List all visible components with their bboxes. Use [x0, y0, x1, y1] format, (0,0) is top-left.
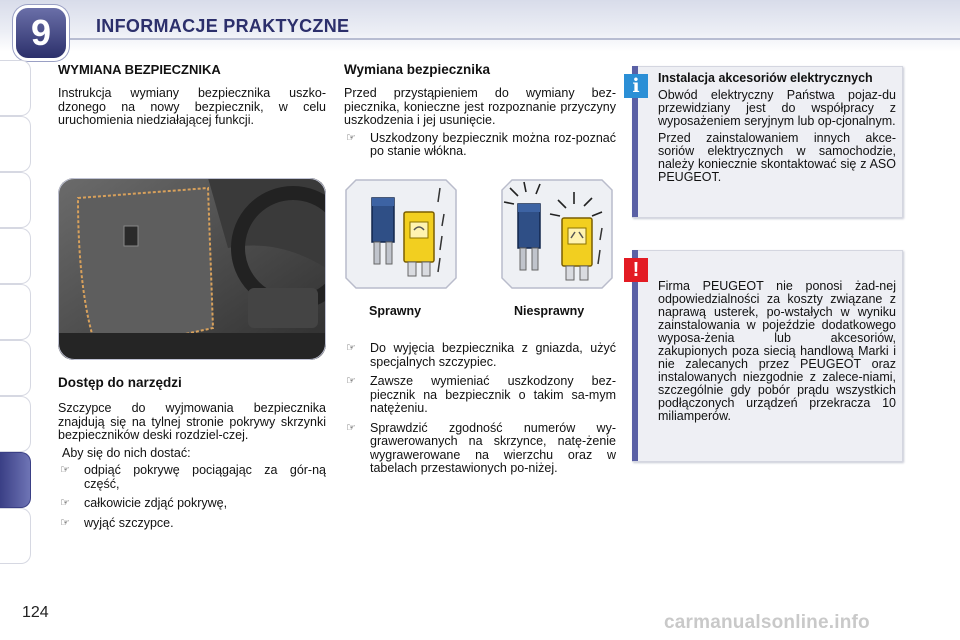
bullet-hand-icon: ☞ — [60, 516, 70, 529]
blown-fuse-illustration — [500, 178, 614, 290]
info-box-content — [658, 72, 896, 188]
list-item: ☞ całkowicie zdjąć pokrywę, — [60, 496, 228, 510]
middle-column-intro — [344, 62, 616, 165]
section-heading: WYMIANA BEZPIECZNIKA — [58, 62, 221, 77]
info-box-paragraph: Obwód elektryczny Państwa pojaz-du przewidziany jest do współpracy z wyposażeniem seryjnym lub op-cjonalnym. — [658, 88, 896, 128]
info-icon: i — [624, 74, 648, 98]
list-item: ☞ Do wyjęcia bezpiecznika z gniazda, użyć specjalnych szczypiec. — [346, 341, 616, 369]
list-item: ☞ Uszkodzony bezpiecznik można roz-poznać po stanie włókna. — [346, 130, 616, 158]
chapter-tab[interactable] — [0, 340, 31, 396]
good-fuse-label: Sprawny — [369, 304, 422, 318]
bullet-hand-icon: ☞ — [60, 497, 70, 509]
chapter-tab[interactable] — [0, 116, 31, 172]
chapter-badge: 9 — [16, 8, 66, 58]
list-item: ☞ Sprawdzić zgodność numerów wy-grawerowanych na skrzynce, natę-żenie wygrawerowane na wierzchu oraz w tabelach przestawionych po-niżej. — [346, 420, 616, 475]
warning-icon: ! — [624, 258, 648, 282]
bullet-hand-icon: ☞ — [346, 375, 356, 387]
replace-fuse-intro: Przed przystąpieniem do wymiany bez-piecznika, konieczne jest rozpoznanie przyczyny uszkodzenia i jej usunięcie. — [344, 86, 616, 127]
chapter-tab[interactable] — [0, 396, 31, 452]
replacement-steps-list — [344, 342, 616, 476]
info-box-paragraph: Przed zainstalowaniem innych akce-soriów elektrycznych w samochodzie, należy koniecznie skontaktować się z ASO PEUGEOT. — [658, 131, 896, 184]
list-item: ☞ wyjąć szczypce. — [60, 515, 174, 530]
chapter-tab[interactable] — [0, 284, 31, 340]
chapter-tab[interactable] — [0, 172, 31, 228]
info-box-title: Instalacja akcesoriów elektrycznych — [658, 71, 873, 85]
bullet-hand-icon: ☞ — [346, 131, 356, 144]
bullet-hand-icon: ☞ — [60, 464, 70, 476]
chapter-tab[interactable] — [0, 508, 31, 564]
bullet-hand-icon: ☞ — [346, 342, 356, 354]
dashboard-fusebox-photo — [58, 178, 326, 360]
left-column-tools — [58, 375, 326, 536]
warning-box-content — [658, 280, 896, 427]
chapter-tab[interactable] — [0, 60, 31, 116]
tools-heading: Dostęp do narzędzi — [58, 375, 182, 390]
middle-column-steps — [344, 340, 616, 482]
fuse-note-list — [344, 132, 616, 159]
good-fuse-illustration — [344, 178, 458, 290]
left-column-intro — [58, 62, 326, 132]
chapter-tab-strip — [0, 60, 36, 580]
chapter-tab[interactable] — [0, 228, 31, 284]
chapter-title: INFORMACJE PRAKTYCZNE — [96, 16, 350, 36]
intro-text: Instrukcja wymiany bezpiecznika uszko-dzonego na nowy bezpiecznik, w celu uruchomienia niedziałającej funkcji. — [58, 86, 326, 127]
chapter-tab-active[interactable] — [0, 452, 31, 508]
tools-text: Szczypce do wyjmowania bezpiecznika znajdują się na tylnej stronie pokrywy skrzynki bezpieczników deski rozdziel-czej. — [58, 401, 326, 442]
bullet-hand-icon: ☞ — [346, 421, 356, 434]
watermark: carmanualsonline.info — [664, 612, 870, 633]
page-number: 124 — [22, 604, 49, 621]
replace-fuse-heading: Wymiana bezpiecznika — [344, 62, 491, 77]
tools-steps-list — [58, 464, 326, 530]
list-item: ☞ Zawsze wymieniać uszkodzony bez-piecznik na bezpiecznik o takim sa-mym natężeniu. — [346, 374, 616, 415]
header-divider — [60, 38, 960, 40]
tools-access-text: Aby się do nich dostać: — [62, 445, 191, 460]
warning-text: Firma PEUGEOT nie ponosi żad-nej odpowiedzialności za koszty związane z naprawą usterek, po-wstałych w wyniku zainstalowania w pojeździe dodatkowego wyposa-żenia lub akcesoriów, zakupionych poza siecią handlową Marki i nie zalecanych przez PEUGEOT oraz instalowanych niezgodnie z zalece-niami, szczególnie gdy pobór prądu wszystkich podłączonych urządzeń przekracza 10 miliamperów. — [658, 279, 896, 423]
blown-fuse-label: Niesprawny — [514, 304, 585, 318]
list-item: ☞ odpiąć pokrywę pociągając za gór-ną część, — [60, 463, 326, 491]
